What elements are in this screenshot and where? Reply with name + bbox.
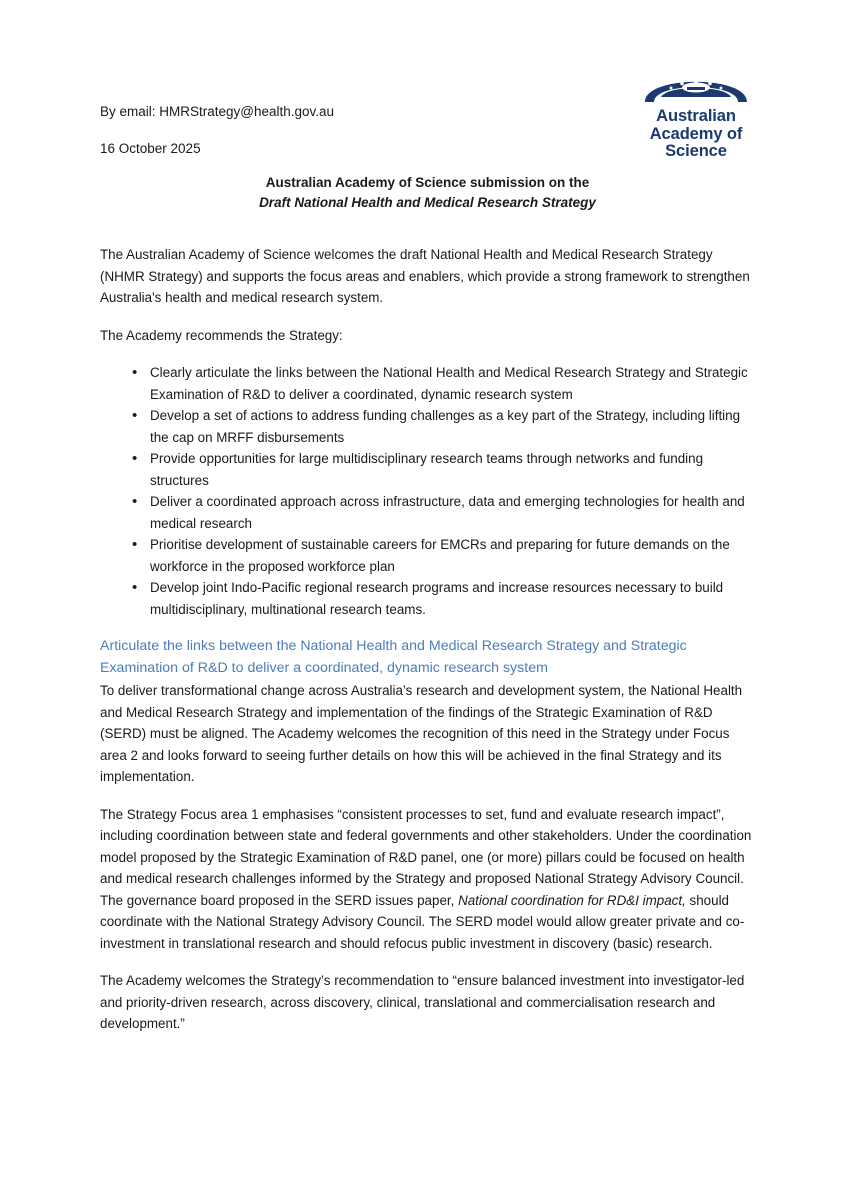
list-item: • Clearly articulate the links between the National Health and Medical Research Strategy and Strategic Examination of R&D to deliver a coordinated, dynamic research system [132,362,755,405]
logo-line-1: Australian [656,107,736,125]
list-item: • Prioritise development of sustainable careers for EMCRs and preparing for future demands on the workforce in the proposed workforce plan [132,534,755,577]
section-paragraph-1: To deliver transformational change across Australia’s research and development system, the National Health and Medical Research Strategy and implementation of the findings of the Strategic Examination of R&D (SERD) must be aligned. The Academy welcomes the recognition of this need in the Strategy under Focus area 2 and looks forward to seeing further details on how this will be achieved in the final Strategy and its implementation. [100,683,743,784]
date-line: 16 October 2025 [100,141,201,156]
document-title [100,173,755,213]
logo-line-2: Academy of [649,124,743,143]
para2-part-a: The Strategy Focus area 1 emphasises “consistent processes to set, fund and evaluate research impact”, including coordination between state and federal governments and other stakeholders. Under the coordination model proposed by the Strategic Examination of R&D panel, one (or more) pillars could be focused on health and medical research challenges informed by the Strategy and proposed National Strategy Advisory Council. The governance board proposed in the SERD issues paper, [100,806,752,908]
list-item: • Develop a set of actions to address funding challenges as a key part of the Strategy, including lifting the cap on MRFF disbursements [132,405,755,448]
para2-italic-title: National coordination for RD&I impact, [458,892,686,908]
title-line-2: Draft National Health and Medical Research Strategy [259,195,596,210]
section-paragraph-3: The Academy welcomes the Strategy’s recommendation to “ensure balanced investment into investigator-led and priority-driven research, across discovery, clinical, translational and commercialisation research and development.” [100,973,745,1031]
title-line-1: Australian Academy of Science submission on the [265,175,590,190]
recommendations-list [100,362,755,620]
intro-paragraph: The Australian Academy of Science welcomes the draft National Health and Medical Research Strategy (NHMR Strategy) and supports the focus areas and enablers, which provide a strong framework to strengthen Australia's health and medical research system. [100,247,750,305]
list-item: • Develop joint Indo-Pacific regional research programs and increase resources necessary to build multidisciplinary, multinational research teams. [132,577,755,620]
document-body [100,244,755,1051]
recommendations-lead: The Academy recommends the Strategy: [100,327,343,343]
academy-dome-logo-icon [637,58,755,104]
section-paragraph-2 [100,804,755,955]
section-heading: Articulate the links between the National Health and Medical Research Strategy and Strategic Examination of R&D to deliver a coordinated, dynamic research system [100,638,687,676]
email-line: By email: HMRStrategy@health.gov.au [100,104,335,119]
academy-logo [636,58,756,161]
para2-part-b: should coordinate with the National Strategy Advisory Council. The SERD model would allow greater private and co-investment in translational research and should refocus public investment in discovery (basic) research. [100,892,745,951]
list-item: • Deliver a coordinated approach across infrastructure, data and emerging technologies for health and medical research [132,491,755,534]
list-item: • Provide opportunities for large multidisciplinary research teams through networks and funding structures [132,448,755,491]
logo-line-3: Science [665,142,727,160]
